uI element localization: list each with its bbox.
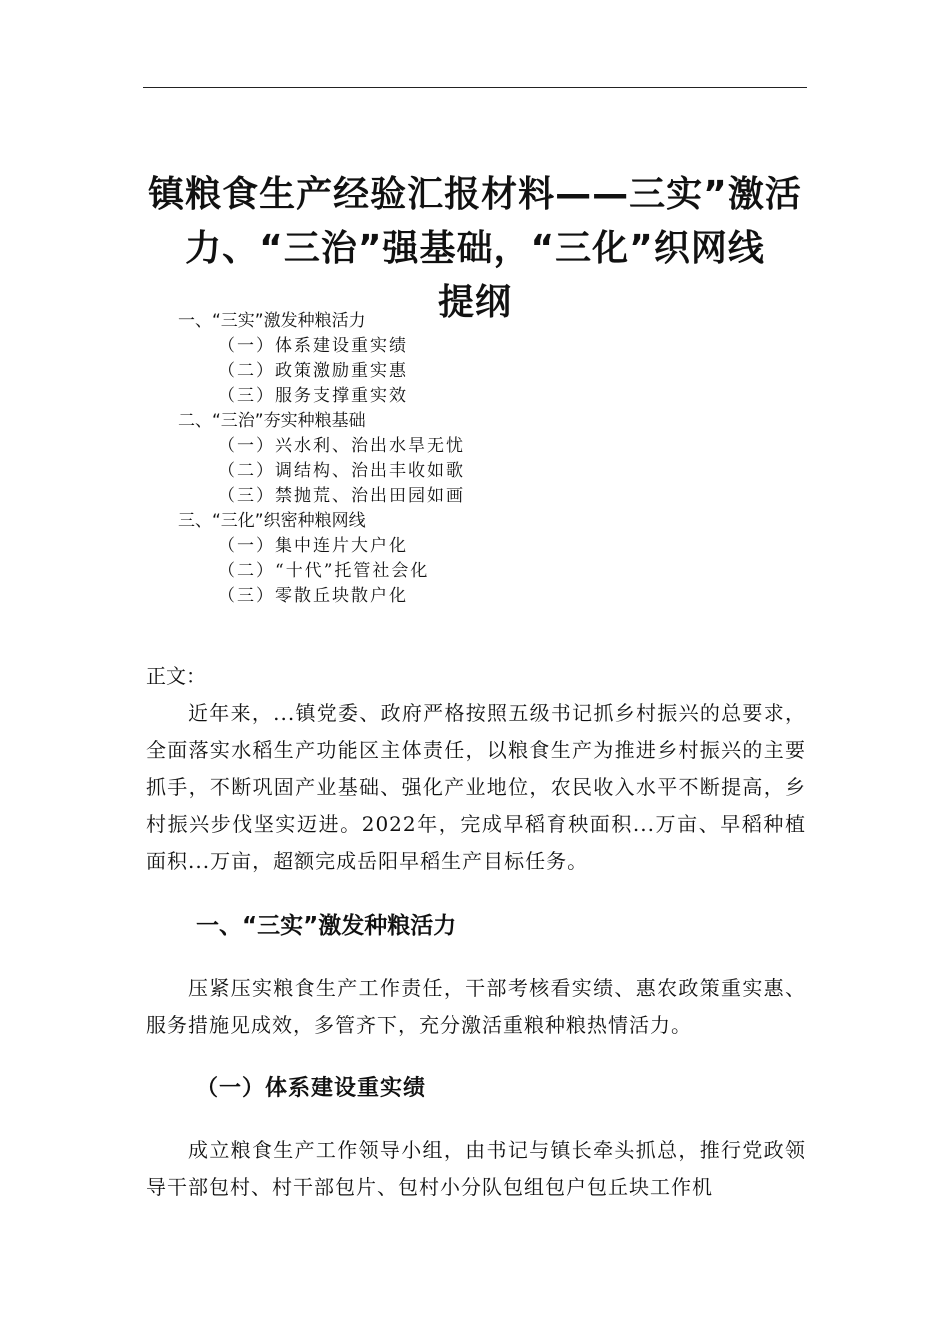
outline-item: （一）集中连片大户化: [218, 536, 408, 556]
subsection-1-heading: （一）体系建设重实绩: [196, 1075, 427, 1101]
header-rule: [143, 87, 807, 88]
outline-item: 三、“三化”织密种粮网线: [178, 511, 366, 531]
body-label: 正文：: [146, 664, 206, 688]
outline-item: （三）服务支撑重实效: [218, 386, 408, 406]
outline-item: （二）调结构、治出丰收如歌: [218, 461, 465, 481]
subsection-1-paragraph: 成立粮食生产工作领导小组，由书记与镇长牵头抓总，推行党政领导干部包村、村干部包片、包村小分队包组包户包丘块工作机: [146, 1138, 806, 1199]
outline-item: 二、“三治”夯实种粮基础: [178, 411, 366, 431]
title-line-3: 提纲: [437, 282, 512, 323]
intro-paragraph: 近年来，...镇党委、政府严格按照五级书记抓乡村振兴的总要求，全面落实水稻生产功能区主体责任，以粮食生产为推进乡村振兴的主要抓手，不断巩固产业基础、强化产业地位，农民收入水平不断提高，乡村振兴步伐坚实迈进。2022年，完成早稻育秧面积...万亩、早稻种植面积...万亩，超额完成岳阳早稻生产目标任务。: [146, 701, 806, 873]
outline-list: [178, 309, 778, 609]
section-1-paragraph: 压紧压实粮食生产工作责任，干部考核看实绩、惠农政策重实惠、服务措施见成效，多管齐下，充分激活重粮种粮热情活力。: [146, 976, 806, 1037]
outline-item: （一）兴水利、治出水旱无忧: [218, 436, 465, 456]
title-line-1: 镇粮食生产经验汇报材料——三实”激活: [148, 174, 802, 215]
outline-item: 一、“三实”激发种粮活力: [178, 311, 366, 331]
outline-item: （一）体系建设重实绩: [218, 336, 408, 356]
title-line-2: 力、“三治”强基础，“三化”织网线: [185, 228, 765, 269]
outline-item: （二）“十代”托管社会化: [218, 561, 430, 581]
outline-item: （二）政策激励重实惠: [218, 361, 408, 381]
section-1-heading: 一、“三实”激发种粮活力: [196, 913, 457, 939]
outline-item: （三）禁抛荒、治出田园如画: [218, 486, 465, 506]
outline-item: （三）零散丘块散户化: [218, 586, 408, 606]
document-title: [120, 168, 830, 330]
